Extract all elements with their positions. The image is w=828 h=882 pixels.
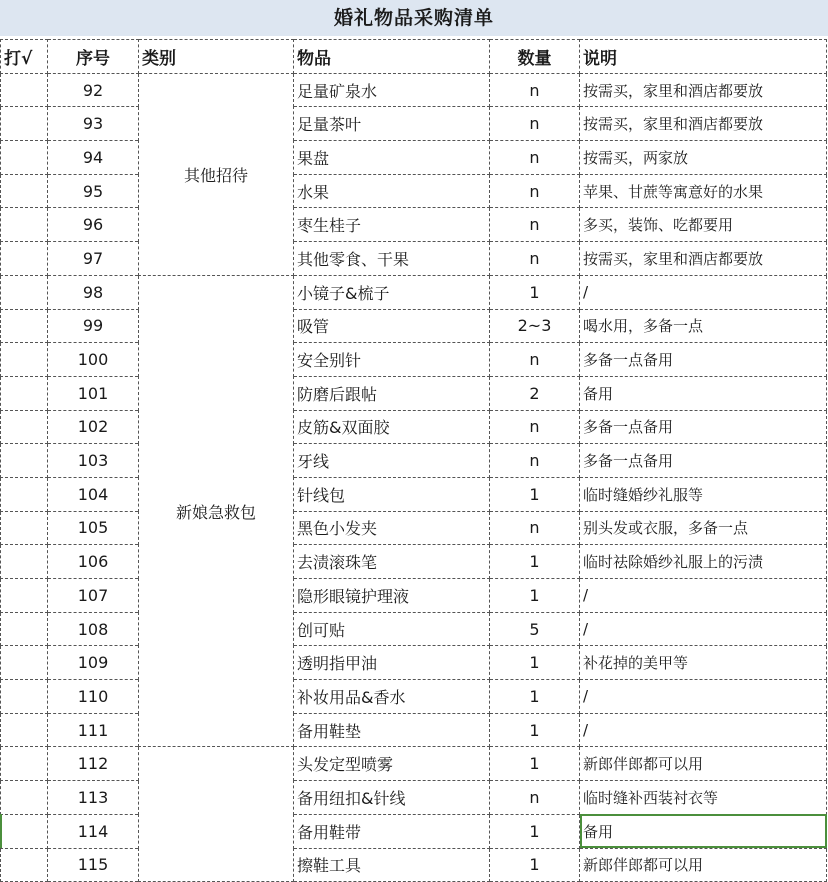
note-cell[interactable]: / bbox=[580, 680, 827, 714]
index-cell[interactable]: 92 bbox=[48, 73, 139, 107]
item-cell[interactable]: 皮筋&双面胶 bbox=[294, 410, 490, 444]
note-cell[interactable]: 别头发或衣服，多备一点 bbox=[580, 511, 827, 545]
table-row[interactable] bbox=[1, 208, 827, 242]
item-cell[interactable]: 创可贴 bbox=[294, 612, 490, 646]
index-cell[interactable]: 94 bbox=[48, 141, 139, 175]
qty-cell[interactable]: n bbox=[490, 141, 580, 175]
index-cell[interactable]: 114 bbox=[48, 814, 139, 848]
item-cell[interactable]: 足量矿泉水 bbox=[294, 73, 490, 107]
note-cell[interactable]: 多备一点备用 bbox=[580, 444, 827, 478]
index-cell[interactable]: 102 bbox=[48, 410, 139, 444]
table-row[interactable] bbox=[1, 107, 827, 141]
qty-cell[interactable]: n bbox=[490, 242, 580, 276]
qty-cell[interactable]: n bbox=[490, 174, 580, 208]
col-header-item[interactable]: 物品 bbox=[294, 40, 490, 74]
item-cell[interactable]: 黑色小发夹 bbox=[294, 511, 490, 545]
index-cell[interactable]: 101 bbox=[48, 376, 139, 410]
check-cell[interactable] bbox=[1, 208, 48, 242]
note-cell[interactable]: 临时缝婚纱礼服等 bbox=[580, 477, 827, 511]
check-cell[interactable] bbox=[1, 713, 48, 747]
note-cell[interactable]: 备用 bbox=[580, 376, 827, 410]
check-cell[interactable] bbox=[1, 141, 48, 175]
index-cell[interactable]: 115 bbox=[48, 848, 139, 882]
note-cell[interactable]: 临时缝补西装衬衣等 bbox=[580, 781, 827, 815]
table-row[interactable] bbox=[1, 511, 827, 545]
index-cell[interactable]: 95 bbox=[48, 174, 139, 208]
category-cell[interactable]: 其他招待 bbox=[139, 73, 294, 275]
qty-cell[interactable]: n bbox=[490, 73, 580, 107]
item-cell[interactable]: 备用纽扣&针线 bbox=[294, 781, 490, 815]
table-row[interactable] bbox=[1, 781, 827, 815]
qty-cell[interactable]: n bbox=[490, 781, 580, 815]
item-cell[interactable]: 补妆用品&香水 bbox=[294, 680, 490, 714]
table-row[interactable] bbox=[1, 141, 827, 175]
item-cell[interactable]: 果盘 bbox=[294, 141, 490, 175]
qty-cell[interactable]: 1 bbox=[490, 646, 580, 680]
check-cell[interactable] bbox=[1, 545, 48, 579]
table-row[interactable] bbox=[1, 73, 827, 107]
item-cell[interactable]: 小镜子&梳子 bbox=[294, 275, 490, 309]
item-cell[interactable]: 吸管 bbox=[294, 309, 490, 343]
qty-cell[interactable]: 1 bbox=[490, 814, 580, 848]
col-header-category[interactable]: 类别 bbox=[139, 40, 294, 74]
table-row[interactable] bbox=[1, 747, 827, 781]
check-cell[interactable] bbox=[1, 646, 48, 680]
index-cell[interactable]: 103 bbox=[48, 444, 139, 478]
table-row[interactable] bbox=[1, 410, 827, 444]
check-cell[interactable] bbox=[1, 477, 48, 511]
index-cell[interactable]: 105 bbox=[48, 511, 139, 545]
note-cell[interactable]: 喝水用，多备一点 bbox=[580, 309, 827, 343]
item-cell[interactable]: 针线包 bbox=[294, 477, 490, 511]
check-cell[interactable] bbox=[1, 680, 48, 714]
index-cell[interactable]: 93 bbox=[48, 107, 139, 141]
check-cell[interactable] bbox=[1, 814, 48, 848]
qty-cell[interactable]: 1 bbox=[490, 545, 580, 579]
table-row[interactable] bbox=[1, 579, 827, 613]
col-header-qty[interactable]: 数量 bbox=[490, 40, 580, 74]
item-cell[interactable]: 安全别针 bbox=[294, 343, 490, 377]
sheet-title: 婚礼物品采购清单 bbox=[0, 0, 828, 36]
check-cell[interactable] bbox=[1, 174, 48, 208]
index-cell[interactable]: 112 bbox=[48, 747, 139, 781]
qty-cell[interactable]: n bbox=[490, 511, 580, 545]
qty-cell[interactable]: 1 bbox=[490, 848, 580, 882]
check-cell[interactable] bbox=[1, 376, 48, 410]
check-cell[interactable] bbox=[1, 242, 48, 276]
table-row[interactable] bbox=[1, 680, 827, 714]
index-cell[interactable]: 104 bbox=[48, 477, 139, 511]
check-cell[interactable] bbox=[1, 579, 48, 613]
index-cell[interactable]: 110 bbox=[48, 680, 139, 714]
table-row[interactable] bbox=[1, 309, 827, 343]
col-header-check[interactable]: 打√ bbox=[1, 40, 48, 74]
col-header-note[interactable]: 说明 bbox=[580, 40, 827, 74]
note-cell[interactable]: 新郎伴郎都可以用 bbox=[580, 848, 827, 882]
item-cell[interactable]: 备用鞋带 bbox=[294, 814, 490, 848]
note-cell[interactable]: 补花掉的美甲等 bbox=[580, 646, 827, 680]
check-cell[interactable] bbox=[1, 275, 48, 309]
qty-cell[interactable]: n bbox=[490, 444, 580, 478]
index-cell[interactable]: 98 bbox=[48, 275, 139, 309]
check-cell[interactable] bbox=[1, 612, 48, 646]
item-cell[interactable]: 牙线 bbox=[294, 444, 490, 478]
index-cell[interactable]: 108 bbox=[48, 612, 139, 646]
check-cell[interactable] bbox=[1, 309, 48, 343]
check-cell[interactable] bbox=[1, 848, 48, 882]
table-row[interactable] bbox=[1, 848, 827, 882]
index-cell[interactable]: 106 bbox=[48, 545, 139, 579]
table-row[interactable] bbox=[1, 612, 827, 646]
note-cell[interactable]: 临时祛除婚纱礼服上的污渍 bbox=[580, 545, 827, 579]
check-cell[interactable] bbox=[1, 444, 48, 478]
item-cell[interactable]: 水果 bbox=[294, 174, 490, 208]
check-cell[interactable] bbox=[1, 343, 48, 377]
note-cell[interactable]: 按需买，家里和酒店都要放 bbox=[580, 73, 827, 107]
qty-cell[interactable]: 1 bbox=[490, 680, 580, 714]
item-cell[interactable]: 其他零食、干果 bbox=[294, 242, 490, 276]
qty-cell[interactable]: 1 bbox=[490, 747, 580, 781]
table-row[interactable] bbox=[1, 713, 827, 747]
item-cell[interactable]: 防磨后跟帖 bbox=[294, 376, 490, 410]
note-cell[interactable]: 按需买，家里和酒店都要放 bbox=[580, 107, 827, 141]
qty-cell[interactable]: 1 bbox=[490, 275, 580, 309]
qty-cell[interactable]: 2~3 bbox=[490, 309, 580, 343]
check-cell[interactable] bbox=[1, 747, 48, 781]
qty-cell[interactable]: 2 bbox=[490, 376, 580, 410]
note-cell[interactable]: 多备一点备用 bbox=[580, 343, 827, 377]
table-row[interactable] bbox=[1, 814, 827, 848]
index-cell[interactable]: 107 bbox=[48, 579, 139, 613]
col-header-index[interactable]: 序号 bbox=[48, 40, 139, 74]
table-row[interactable] bbox=[1, 545, 827, 579]
note-cell[interactable]: / bbox=[580, 579, 827, 613]
item-cell[interactable]: 隐形眼镜护理液 bbox=[294, 579, 490, 613]
note-cell[interactable]: 按需买，家里和酒店都要放 bbox=[580, 242, 827, 276]
check-cell[interactable] bbox=[1, 781, 48, 815]
purchase-table bbox=[0, 39, 827, 882]
note-cell[interactable]: 多买，装饰、吃都要用 bbox=[580, 208, 827, 242]
check-cell[interactable] bbox=[1, 107, 48, 141]
qty-cell[interactable]: 1 bbox=[490, 579, 580, 613]
category-cell[interactable]: 新娘急救包 bbox=[139, 275, 294, 747]
table-row[interactable] bbox=[1, 343, 827, 377]
qty-cell[interactable]: 1 bbox=[490, 713, 580, 747]
item-cell[interactable]: 擦鞋工具 bbox=[294, 848, 490, 882]
check-cell[interactable] bbox=[1, 73, 48, 107]
index-cell[interactable]: 97 bbox=[48, 242, 139, 276]
table-row[interactable] bbox=[1, 477, 827, 511]
table-row[interactable] bbox=[1, 275, 827, 309]
note-cell[interactable]: / bbox=[580, 275, 827, 309]
item-cell[interactable]: 枣生桂子 bbox=[294, 208, 490, 242]
index-cell[interactable]: 100 bbox=[48, 343, 139, 377]
table-row[interactable] bbox=[1, 242, 827, 276]
note-cell[interactable]: / bbox=[580, 713, 827, 747]
item-cell[interactable]: 头发定型喷雾 bbox=[294, 747, 490, 781]
index-cell[interactable]: 111 bbox=[48, 713, 139, 747]
table-row[interactable] bbox=[1, 376, 827, 410]
check-cell[interactable] bbox=[1, 410, 48, 444]
qty-cell[interactable]: n bbox=[490, 343, 580, 377]
index-cell[interactable]: 109 bbox=[48, 646, 139, 680]
qty-cell[interactable]: n bbox=[490, 410, 580, 444]
header-row bbox=[1, 40, 827, 74]
index-cell[interactable]: 99 bbox=[48, 309, 139, 343]
note-cell[interactable]: 新郎伴郎都可以用 bbox=[580, 747, 827, 781]
category-cell[interactable] bbox=[139, 747, 294, 882]
table-row[interactable] bbox=[1, 444, 827, 478]
table-row[interactable] bbox=[1, 174, 827, 208]
note-cell[interactable]: / bbox=[580, 612, 827, 646]
table-row[interactable] bbox=[1, 646, 827, 680]
item-cell[interactable]: 足量茶叶 bbox=[294, 107, 490, 141]
note-cell[interactable]: 按需买，两家放 bbox=[580, 141, 827, 175]
item-cell[interactable]: 去渍滚珠笔 bbox=[294, 545, 490, 579]
item-cell[interactable]: 备用鞋垫 bbox=[294, 713, 490, 747]
qty-cell[interactable]: n bbox=[490, 208, 580, 242]
index-cell[interactable]: 96 bbox=[48, 208, 139, 242]
note-cell[interactable]: 苹果、甘蔗等寓意好的水果 bbox=[580, 174, 827, 208]
note-cell[interactable]: 备用 bbox=[580, 814, 827, 848]
check-cell[interactable] bbox=[1, 511, 48, 545]
qty-cell[interactable]: n bbox=[490, 107, 580, 141]
selection-row-marker bbox=[0, 814, 2, 848]
item-cell[interactable]: 透明指甲油 bbox=[294, 646, 490, 680]
qty-cell[interactable]: 5 bbox=[490, 612, 580, 646]
note-cell[interactable]: 多备一点备用 bbox=[580, 410, 827, 444]
table-body bbox=[1, 73, 827, 882]
index-cell[interactable]: 113 bbox=[48, 781, 139, 815]
qty-cell[interactable]: 1 bbox=[490, 477, 580, 511]
